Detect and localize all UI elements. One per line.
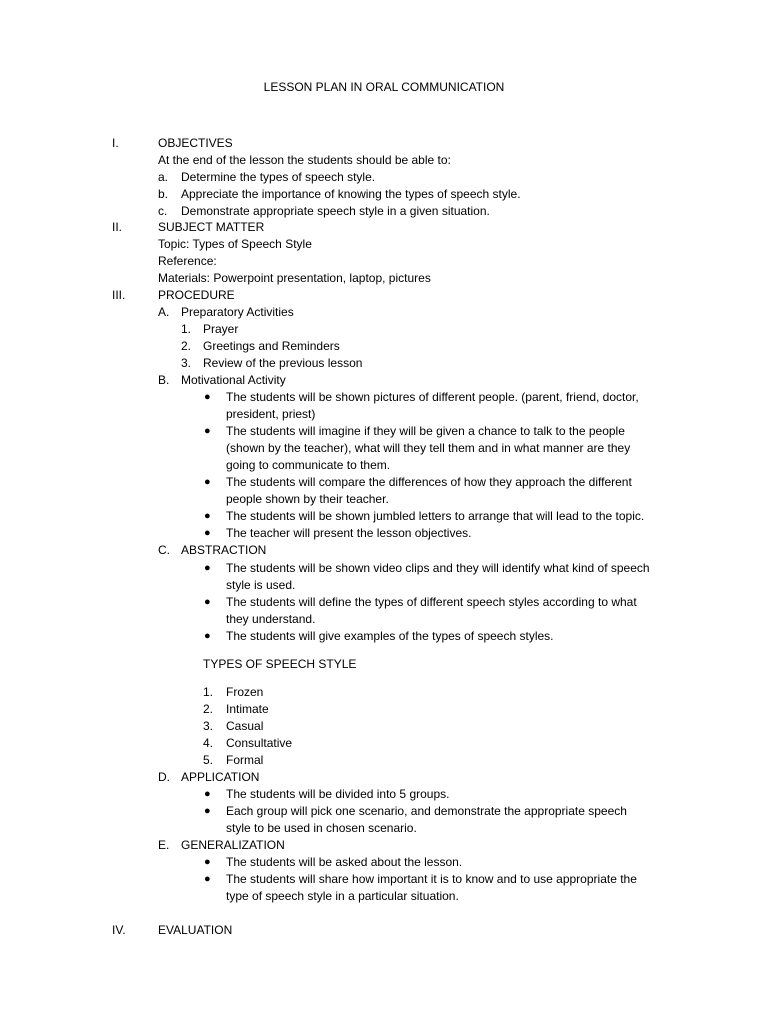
- subsection-marker: A.: [158, 305, 170, 319]
- bullet-text: The students will be asked about the lesson.: [226, 855, 463, 869]
- bullet-icon: ●: [204, 805, 211, 817]
- bullet-text: style to be used in chosen scenario.: [226, 821, 417, 835]
- bullet-text: people shown by their teacher.: [226, 492, 389, 506]
- subsection-abstraction: ABSTRACTION: [181, 543, 267, 557]
- objective-item: Demonstrate appropriate speech style in a given situation.: [181, 204, 490, 218]
- bullet-text: The students will be shown video clips and they will identify what kind of speech: [226, 561, 650, 575]
- section-heading-objectives: OBJECTIVES: [158, 136, 233, 150]
- subsection-marker: E.: [158, 838, 170, 852]
- bullet-text: they understand.: [226, 612, 316, 626]
- bullet-text: style is used.: [226, 578, 296, 592]
- subsection-motivational: Motivational Activity: [181, 373, 286, 387]
- bullet-text: (shown by the teacher), what will they tell them and in what manner are they: [226, 441, 631, 455]
- bullet-icon: ●: [204, 476, 211, 488]
- bullet-icon: ●: [204, 562, 211, 574]
- speech-style-item: Frozen: [226, 685, 264, 699]
- bullet-text: type of speech style in a particular situation.: [226, 889, 459, 903]
- bullet-icon: ●: [204, 425, 211, 437]
- document-title: LESSON PLAN IN ORAL COMMUNICATION: [263, 80, 505, 94]
- bullet-text: The students will imagine if they will be given a chance to talk to the people: [226, 424, 625, 438]
- list-marker: 1.: [203, 685, 214, 699]
- list-marker: 1.: [181, 322, 192, 336]
- objectives-intro: At the end of the lesson the students should be able to:: [158, 153, 451, 167]
- bullet-icon: ●: [204, 630, 211, 642]
- bullet-text: The students will be divided into 5 groups.: [226, 787, 450, 801]
- bullet-text: The students will give examples of the types of speech styles.: [226, 629, 554, 643]
- bullet-text: going to communicate to them.: [226, 458, 391, 472]
- list-item: Review of the previous lesson: [203, 356, 363, 370]
- list-marker: 4.: [203, 736, 214, 750]
- list-item: Greetings and Reminders: [203, 339, 340, 353]
- bullet-text: The students will define the types of different speech styles according to what: [226, 595, 637, 609]
- list-marker: b.: [158, 187, 169, 201]
- subsection-marker: C.: [158, 543, 170, 557]
- bullet-icon: ●: [204, 788, 211, 800]
- subject-topic: Topic: Types of Speech Style: [158, 237, 312, 251]
- bullet-icon: ●: [204, 873, 211, 885]
- objective-item: Determine the types of speech style.: [181, 170, 376, 184]
- bullet-icon: ●: [204, 510, 211, 522]
- bullet-text: The students will share how important it is to know and to use appropriate the: [226, 872, 637, 886]
- list-marker: 3.: [203, 719, 214, 733]
- speech-style-item: Consultative: [226, 736, 293, 750]
- section-heading-procedure: PROCEDURE: [158, 288, 235, 302]
- list-marker: 2.: [181, 339, 192, 353]
- speech-style-item: Intimate: [226, 702, 269, 716]
- list-marker: a.: [158, 170, 169, 184]
- subsection-generalization: GENERALIZATION: [181, 838, 285, 852]
- bullet-icon: ●: [204, 856, 211, 868]
- section-number-1: I.: [112, 136, 119, 150]
- list-marker: 5.: [203, 753, 214, 767]
- bullet-icon: ●: [204, 527, 211, 539]
- section-heading-subject-matter: SUBJECT MATTER: [158, 220, 265, 234]
- subsection-marker: B.: [158, 373, 170, 387]
- list-marker: 3.: [181, 356, 192, 370]
- subject-materials: Materials: Powerpoint presentation, laptop, pictures: [158, 271, 431, 285]
- list-marker: c.: [158, 204, 168, 218]
- types-heading: TYPES OF SPEECH STYLE: [203, 657, 357, 671]
- bullet-text: president, priest): [226, 407, 316, 421]
- speech-style-item: Formal: [226, 753, 264, 767]
- bullet-icon: ●: [204, 596, 211, 608]
- bullet-text: The students will compare the differences of how they approach the different: [226, 475, 632, 489]
- subsection-application: APPLICATION: [181, 770, 260, 784]
- subsection-marker: D.: [158, 770, 170, 784]
- section-number-4: IV.: [112, 923, 126, 937]
- section-number-2: II.: [112, 220, 123, 234]
- bullet-icon: ●: [204, 391, 211, 403]
- bullet-text: The teacher will present the lesson objectives.: [226, 526, 472, 540]
- speech-style-item: Casual: [226, 719, 264, 733]
- list-item: Prayer: [203, 322, 239, 336]
- bullet-text: The students will be shown jumbled letters to arrange that will lead to the topic.: [226, 509, 645, 523]
- list-marker: 2.: [203, 702, 214, 716]
- bullet-text: The students will be shown pictures of different people. (parent, friend, doctor,: [226, 390, 639, 404]
- section-number-3: III.: [112, 288, 126, 302]
- objective-item: Appreciate the importance of knowing the types of speech style.: [181, 187, 521, 201]
- section-heading-evaluation: EVALUATION: [158, 923, 233, 937]
- subsection-preparatory: Preparatory Activities: [181, 305, 294, 319]
- bullet-text: Each group will pick one scenario, and demonstrate the appropriate speech: [226, 804, 627, 818]
- subject-reference: Reference:: [158, 254, 217, 268]
